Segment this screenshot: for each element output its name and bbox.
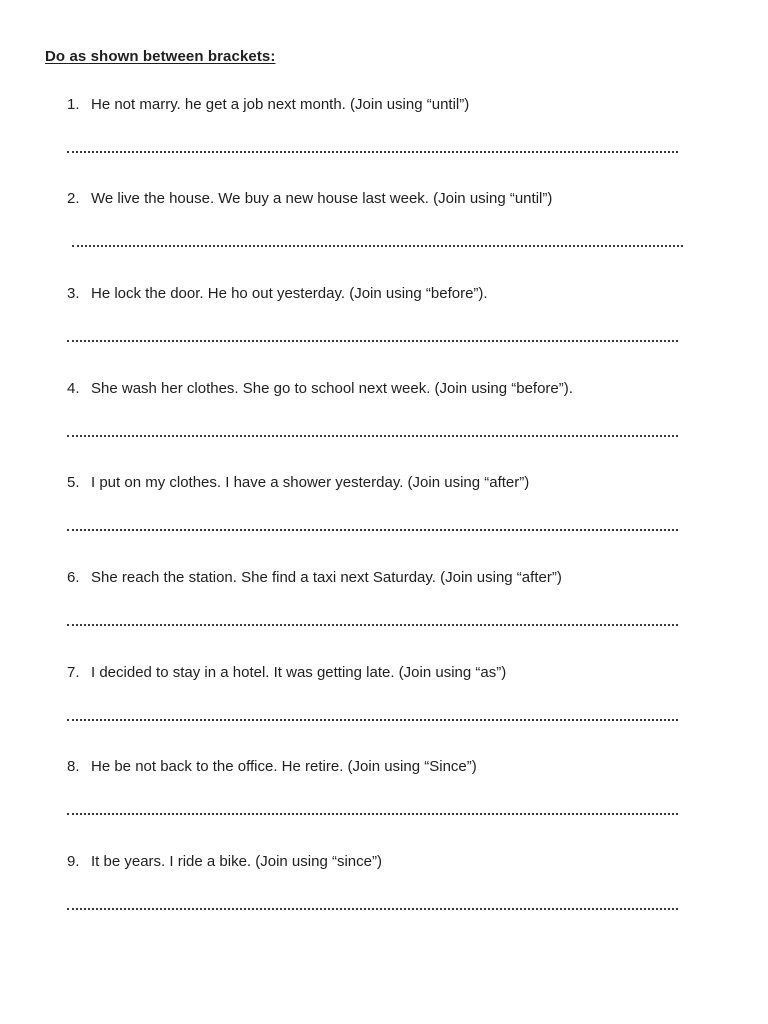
question-text: I decided to stay in a hotel. It was getting late. (Join using “as”) [91, 664, 507, 681]
question-number: 3. [67, 285, 80, 302]
question-number: 9. [67, 853, 80, 870]
question-number: 7. [67, 664, 80, 681]
answer-line[interactable] [67, 624, 678, 626]
question-item [0, 379, 768, 469]
question-text-line [67, 284, 488, 304]
question-text-line [67, 663, 506, 683]
question-item [0, 663, 768, 753]
question-text: He be not back to the office. He retire. (Join using “Since”) [91, 758, 477, 775]
question-text-line [67, 757, 477, 777]
question-number: 5. [67, 474, 80, 491]
question-text: He not marry. he get a job next month. (Join using “until”) [91, 96, 470, 113]
question-item [0, 568, 768, 658]
question-text: She reach the station. She find a taxi next Saturday. (Join using “after”) [91, 569, 562, 586]
question-number: 1. [67, 96, 80, 113]
question-number: 4. [67, 380, 80, 397]
question-text-line [67, 379, 573, 399]
question-text-line [67, 95, 469, 115]
answer-line[interactable] [67, 435, 678, 437]
question-text: She wash her clothes. She go to school next week. (Join using “before”). [91, 380, 573, 397]
question-text: He lock the door. He ho out yesterday. (Join using “before”). [91, 285, 488, 302]
answer-line[interactable] [72, 245, 683, 247]
question-text-line [67, 473, 529, 493]
answer-line[interactable] [67, 529, 678, 531]
question-number: 6. [67, 569, 80, 586]
answer-line[interactable] [67, 813, 678, 815]
question-number: 8. [67, 758, 80, 775]
question-item [0, 284, 768, 374]
question-item [0, 852, 768, 942]
answer-line[interactable] [67, 340, 678, 342]
answer-line[interactable] [67, 908, 678, 910]
question-number: 2. [67, 190, 80, 207]
question-text: I put on my clothes. I have a shower yesterday. (Join using “after”) [91, 474, 530, 491]
question-text: It be years. I ride a bike. (Join using “since”) [91, 853, 382, 870]
question-text-line [67, 852, 382, 872]
question-text: We live the house. We buy a new house last week. (Join using “until”) [91, 190, 553, 207]
question-item [0, 189, 768, 279]
question-item [0, 95, 768, 185]
question-item [0, 473, 768, 563]
question-text-line [67, 568, 562, 588]
question-text-line [67, 189, 552, 209]
question-item [0, 757, 768, 847]
page-title: Do as shown between brackets: [45, 48, 276, 65]
answer-line[interactable] [67, 151, 678, 153]
answer-line[interactable] [67, 719, 678, 721]
